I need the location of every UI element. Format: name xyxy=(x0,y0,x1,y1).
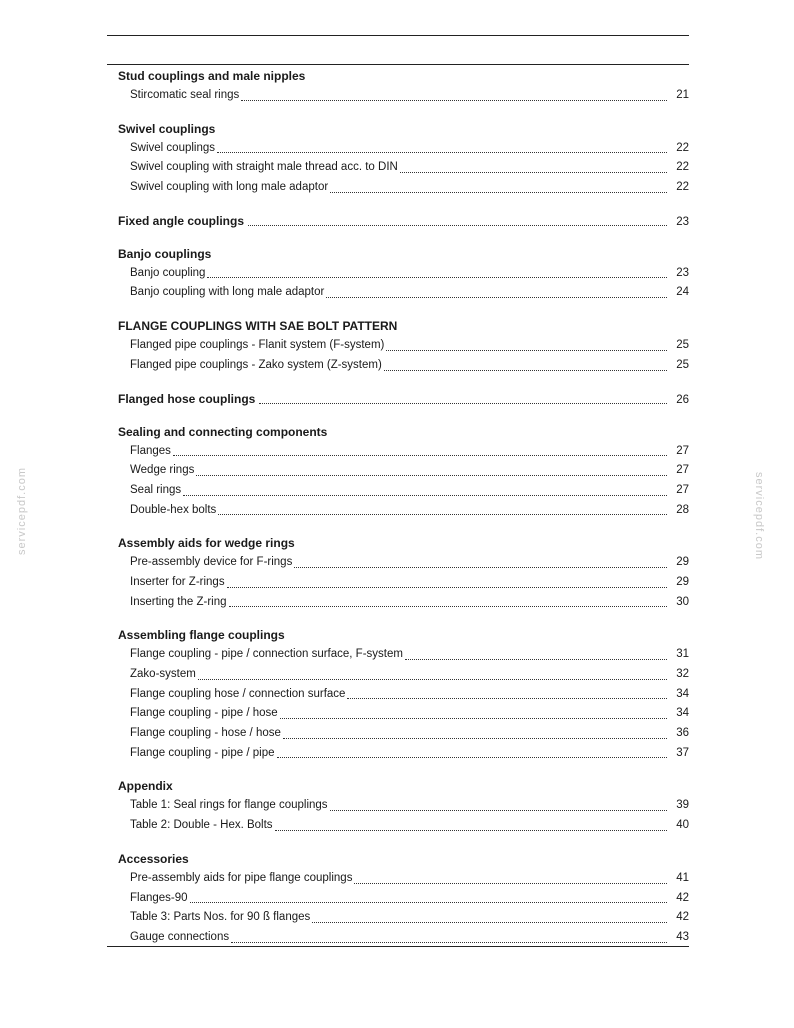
toc-entry-label: Seal rings xyxy=(130,483,182,496)
dot-leader xyxy=(218,513,667,515)
toc-entry-label: Table 3: Parts Nos. for 90 ß flanges xyxy=(130,911,311,924)
toc-section xyxy=(118,533,689,612)
toc-page-number: 41 xyxy=(676,871,689,884)
top-rule xyxy=(107,35,689,36)
dot-leader xyxy=(354,882,667,884)
toc-page-number: 34 xyxy=(676,707,689,720)
toc-section-heading[interactable] xyxy=(118,389,689,409)
toc-heading-label: Fixed angle couplings xyxy=(118,213,245,228)
toc-heading-label: Accessories xyxy=(118,851,189,866)
dot-leader xyxy=(294,566,667,568)
toc-page-number: 25 xyxy=(676,339,689,352)
toc-page-number: 24 xyxy=(676,286,689,299)
toc-entry-label: Flange coupling hose / connection surface xyxy=(130,687,346,700)
section-spacer xyxy=(118,612,689,625)
dot-leader xyxy=(259,402,667,404)
dot-leader xyxy=(229,605,667,607)
toc-section-heading[interactable] xyxy=(118,533,689,553)
dot-leader xyxy=(280,717,667,719)
toc-entry-label: Table 2: Double - Hex. Bolts xyxy=(130,819,273,832)
toc-heading-label: Assembling flange couplings xyxy=(118,628,285,643)
section-spacer xyxy=(118,376,689,389)
toc-entry-label: Banjo coupling with long male adaptor xyxy=(130,286,325,299)
dot-leader xyxy=(217,151,667,153)
toc-entry-label: Flange coupling - pipe / hose xyxy=(130,707,278,720)
toc-entry-label: Swivel couplings xyxy=(130,141,216,154)
section-spacer xyxy=(118,106,689,119)
toc-section-heading[interactable] xyxy=(118,625,689,645)
toc-entry-label: Swivel coupling with straight male thread acc. to DIN xyxy=(130,161,398,174)
toc-section-heading[interactable] xyxy=(118,776,689,796)
dot-leader xyxy=(330,809,667,811)
toc-entry[interactable] xyxy=(118,283,689,303)
toc-heading-label: FLANGE COUPLINGS WITH SAE BOLT PATTERN xyxy=(118,319,398,334)
dot-leader xyxy=(400,171,667,173)
toc-entry[interactable] xyxy=(118,908,689,928)
toc-entry-label: Gauge connections xyxy=(130,930,230,943)
toc-section-heading[interactable] xyxy=(118,211,689,231)
toc-section xyxy=(118,849,689,948)
toc-section xyxy=(118,119,689,198)
section-spacer xyxy=(118,836,689,849)
toc-page-number: 27 xyxy=(676,464,689,477)
toc-entry[interactable] xyxy=(118,928,689,948)
toc-heading-label: Banjo couplings xyxy=(118,246,212,261)
dot-leader xyxy=(384,369,667,371)
toc-entry-label: Flanges-90 xyxy=(130,891,188,904)
toc-section xyxy=(118,244,689,303)
dot-leader xyxy=(386,349,667,351)
dot-leader xyxy=(405,658,667,660)
toc-entry[interactable] xyxy=(118,685,689,705)
toc-page-number: 31 xyxy=(676,648,689,661)
header-rule xyxy=(107,64,689,65)
toc-section xyxy=(118,389,689,409)
toc-entry[interactable] xyxy=(118,336,689,356)
bottom-rule xyxy=(107,946,689,947)
toc-section-heading[interactable] xyxy=(118,244,689,264)
toc-section-heading[interactable] xyxy=(118,119,689,139)
toc-entry[interactable] xyxy=(118,704,689,724)
toc-section-heading[interactable] xyxy=(118,66,689,86)
dot-leader xyxy=(190,901,667,903)
toc-entry[interactable] xyxy=(118,573,689,593)
toc-entry-label: Flanges xyxy=(130,444,171,457)
toc-entry-label: Pre-assembly device for F-rings xyxy=(130,556,293,569)
toc-section xyxy=(118,776,689,835)
toc-section xyxy=(118,211,689,231)
toc-entry-label: Inserter for Z-rings xyxy=(130,575,225,588)
dot-leader xyxy=(330,191,667,193)
section-spacer xyxy=(118,520,689,533)
toc-page-number: 36 xyxy=(676,727,689,740)
toc-page-number: 43 xyxy=(676,930,689,943)
dot-leader xyxy=(312,921,667,923)
toc-page-number: 22 xyxy=(676,141,689,154)
toc-heading-label: Flanged hose couplings xyxy=(118,391,256,406)
toc-heading-label: Swivel couplings xyxy=(118,121,216,136)
table-of-contents xyxy=(118,66,689,948)
section-spacer xyxy=(118,231,689,244)
toc-entry[interactable] xyxy=(118,665,689,685)
toc-entry-label: Zako-system xyxy=(130,668,196,680)
toc-entry[interactable] xyxy=(118,264,689,284)
section-spacer xyxy=(118,763,689,776)
toc-page-number: 27 xyxy=(676,444,689,457)
toc-entry-label: Flange coupling - pipe / connection surface, F-system xyxy=(130,648,403,661)
toc-page-number: 29 xyxy=(676,556,689,569)
toc-page-number: 21 xyxy=(676,89,689,101)
watermark-right: servicepdf.com xyxy=(752,472,765,560)
toc-heading-label: Assembly aids for wedge rings xyxy=(118,536,295,551)
toc-entry-label: Flanged pipe couplings - Flanit system (F-system) xyxy=(130,339,385,352)
section-spacer xyxy=(118,303,689,316)
toc-page-number: 34 xyxy=(676,687,689,700)
toc-page-number: 25 xyxy=(676,358,689,371)
toc-section xyxy=(118,625,689,763)
toc-page-number: 32 xyxy=(676,668,689,680)
toc-entry[interactable] xyxy=(118,645,689,665)
toc-entry-label: Pre-assembly aids for pipe flange couplings xyxy=(130,871,353,884)
toc-entry-label: Flanged pipe couplings - Zako system (Z-system) xyxy=(130,358,382,371)
section-spacer xyxy=(118,198,689,211)
toc-entry[interactable] xyxy=(118,178,689,198)
toc-page-number: 40 xyxy=(676,819,689,832)
toc-entry[interactable] xyxy=(118,356,689,376)
toc-entry[interactable] xyxy=(118,724,689,744)
dot-leader xyxy=(207,276,667,278)
toc-page-number: 42 xyxy=(676,911,689,924)
toc-page-number: 30 xyxy=(676,595,689,608)
toc-page-number: 22 xyxy=(676,181,689,194)
dot-leader xyxy=(347,697,667,699)
toc-section-heading[interactable] xyxy=(118,316,689,336)
dot-leader xyxy=(196,474,667,476)
toc-entry[interactable] xyxy=(118,481,689,501)
watermark-left: servicepdf.com xyxy=(15,467,28,555)
toc-entry-label: Flange coupling - hose / hose xyxy=(130,727,281,740)
toc-entry[interactable] xyxy=(118,158,689,178)
toc-entry[interactable] xyxy=(118,553,689,573)
toc-page-number: 39 xyxy=(676,799,689,812)
toc-entry-label: Banjo coupling xyxy=(130,266,206,279)
toc-section-heading[interactable] xyxy=(118,422,689,442)
toc-page-number: 28 xyxy=(676,503,689,516)
toc-heading-label: Sealing and connecting components xyxy=(118,424,328,439)
toc-page-number: 23 xyxy=(676,215,689,228)
toc-entry[interactable] xyxy=(118,869,689,889)
toc-section xyxy=(118,316,689,375)
dot-leader xyxy=(183,494,667,496)
toc-entry[interactable] xyxy=(118,501,689,521)
toc-page-number: 23 xyxy=(676,266,689,279)
dot-leader xyxy=(283,737,667,739)
toc-section-heading[interactable] xyxy=(118,849,689,869)
dot-leader xyxy=(275,829,667,831)
toc-section xyxy=(118,422,689,521)
toc-page-number: 22 xyxy=(676,161,689,174)
section-spacer xyxy=(118,409,689,422)
toc-entry[interactable] xyxy=(118,442,689,462)
toc-entry[interactable] xyxy=(118,139,689,159)
toc-entry[interactable] xyxy=(118,461,689,481)
toc-entry-label: Flange coupling - pipe / pipe xyxy=(130,746,275,759)
dot-leader xyxy=(227,586,667,588)
dot-leader xyxy=(241,99,667,101)
toc-entry-label: Inserting the Z-ring xyxy=(130,595,227,608)
toc-page-number: 37 xyxy=(676,746,689,759)
toc-entry-label: Stircomatic seal rings xyxy=(130,89,240,101)
toc-entry[interactable] xyxy=(118,593,689,613)
toc-heading-label: Stud couplings and male nipples xyxy=(118,69,306,83)
toc-entry[interactable] xyxy=(118,889,689,909)
toc-entry-label: Table 1: Seal rings for flange couplings xyxy=(130,799,328,812)
toc-heading-label: Appendix xyxy=(118,779,173,794)
dot-leader xyxy=(231,941,667,943)
toc-entry-label: Double-hex bolts xyxy=(130,503,217,516)
toc-page-number: 42 xyxy=(676,891,689,904)
toc-entry[interactable] xyxy=(118,86,689,106)
dot-leader xyxy=(198,678,667,680)
toc-page-number: 29 xyxy=(676,575,689,588)
dot-leader xyxy=(248,224,667,226)
toc-entry[interactable] xyxy=(118,796,689,816)
toc-entry[interactable] xyxy=(118,744,689,764)
toc-section xyxy=(118,66,689,106)
dot-leader xyxy=(277,756,668,758)
toc-page-number: 26 xyxy=(676,393,689,406)
toc-entry[interactable] xyxy=(118,816,689,836)
toc-entry-label: Swivel coupling with long male adaptor xyxy=(130,181,329,194)
dot-leader xyxy=(173,454,667,456)
toc-page-number: 27 xyxy=(676,483,689,496)
dot-leader xyxy=(326,296,667,298)
toc-entry-label: Wedge rings xyxy=(130,464,195,477)
